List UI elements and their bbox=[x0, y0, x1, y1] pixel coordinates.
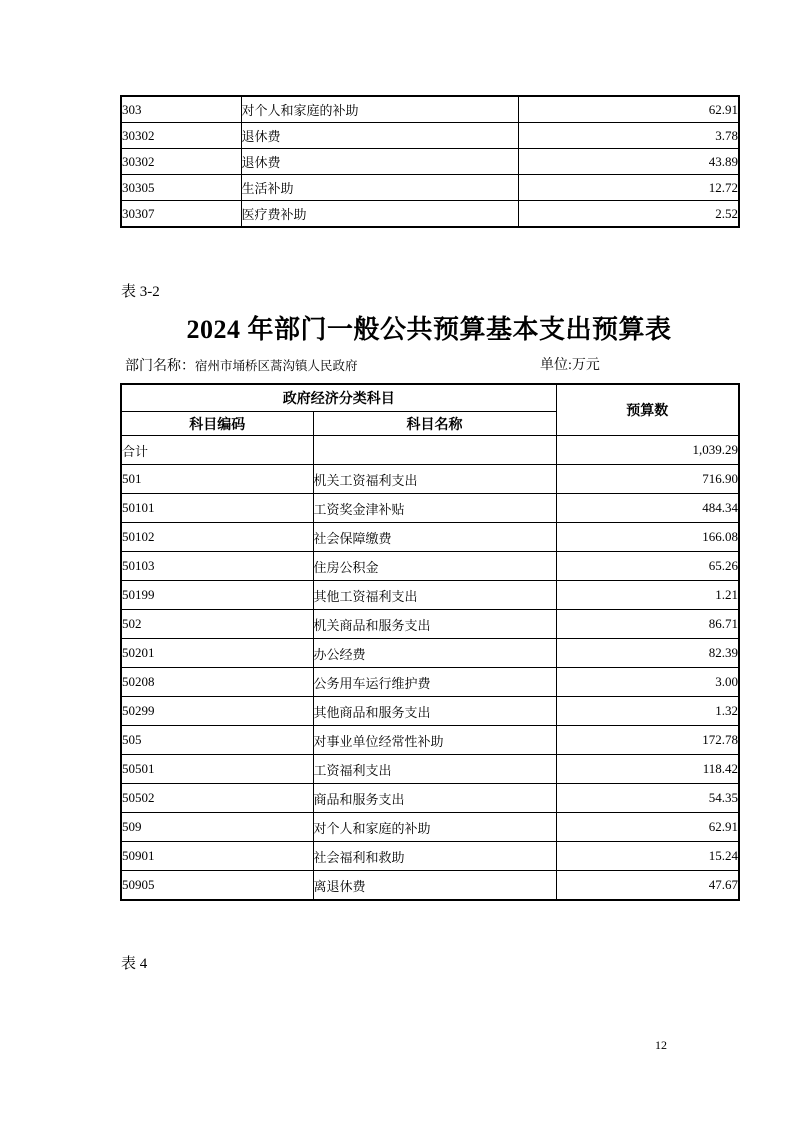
value-cell: 172.78 bbox=[556, 726, 739, 755]
value-cell: 118.42 bbox=[556, 755, 739, 784]
main-table-body bbox=[121, 436, 739, 901]
name-cell: 医疗费补助 bbox=[241, 201, 518, 228]
name-cell: 商品和服务支出 bbox=[313, 784, 556, 813]
value-cell: 1.32 bbox=[556, 697, 739, 726]
code-cell: 50201 bbox=[121, 639, 313, 668]
previous-table-body bbox=[121, 96, 739, 227]
name-cell: 机关商品和服务支出 bbox=[313, 610, 556, 639]
name-cell: 对个人和家庭的补助 bbox=[241, 96, 518, 123]
code-cell: 50905 bbox=[121, 871, 313, 901]
value-cell: 166.08 bbox=[556, 523, 739, 552]
table-row bbox=[121, 552, 739, 581]
name-cell: 其他商品和服务支出 bbox=[313, 697, 556, 726]
page-number: 12 bbox=[655, 1038, 667, 1052]
header-value-cell: 预算数 bbox=[556, 384, 739, 436]
table-row bbox=[121, 436, 739, 465]
table-row bbox=[121, 201, 739, 228]
code-cell: 50501 bbox=[121, 755, 313, 784]
code-cell: 50901 bbox=[121, 842, 313, 871]
table-row bbox=[121, 96, 739, 123]
value-cell: 15.24 bbox=[556, 842, 739, 871]
department-name: 宿州市埇桥区蒿沟镇人民政府 bbox=[195, 359, 358, 373]
name-cell: 退休费 bbox=[241, 149, 518, 175]
code-cell: 505 bbox=[121, 726, 313, 755]
table-row bbox=[121, 813, 739, 842]
name-cell: 离退休费 bbox=[313, 871, 556, 901]
value-cell: 1,039.29 bbox=[556, 436, 739, 465]
name-cell bbox=[313, 436, 556, 465]
code-cell: 30302 bbox=[121, 123, 241, 149]
value-cell: 47.67 bbox=[556, 871, 739, 901]
code-cell: 303 bbox=[121, 96, 241, 123]
table-row bbox=[121, 668, 739, 697]
name-cell: 机关工资福利支出 bbox=[313, 465, 556, 494]
code-cell: 30302 bbox=[121, 149, 241, 175]
table-row bbox=[121, 871, 739, 901]
name-cell: 工资福利支出 bbox=[313, 755, 556, 784]
name-cell: 生活补助 bbox=[241, 175, 518, 201]
value-cell: 62.91 bbox=[556, 813, 739, 842]
header-group-cell: 政府经济分类科目 bbox=[121, 384, 556, 412]
table-row bbox=[121, 581, 739, 610]
table-row bbox=[121, 784, 739, 813]
value-cell: 86.71 bbox=[556, 610, 739, 639]
table-header bbox=[121, 384, 739, 436]
basic-expenditure-budget-table bbox=[120, 383, 740, 901]
table-label-4: 表 4 bbox=[121, 956, 148, 972]
value-cell: 716.90 bbox=[556, 465, 739, 494]
table-row bbox=[121, 149, 739, 175]
header-name-cell: 科目名称 bbox=[313, 412, 556, 436]
value-cell: 3.00 bbox=[556, 668, 739, 697]
code-cell: 50103 bbox=[121, 552, 313, 581]
table-row bbox=[121, 697, 739, 726]
code-cell: 50208 bbox=[121, 668, 313, 697]
name-cell: 对事业单位经常性补助 bbox=[313, 726, 556, 755]
value-cell: 54.35 bbox=[556, 784, 739, 813]
name-cell: 社会福利和救助 bbox=[313, 842, 556, 871]
name-cell: 其他工资福利支出 bbox=[313, 581, 556, 610]
header-code-cell: 科目编码 bbox=[121, 412, 313, 436]
page-title: 2024 年部门一般公共预算基本支出预算表 bbox=[186, 315, 672, 344]
code-cell: 50299 bbox=[121, 697, 313, 726]
meta-row bbox=[125, 356, 738, 376]
code-cell: 501 bbox=[121, 465, 313, 494]
value-cell: 1.21 bbox=[556, 581, 739, 610]
name-cell: 工资奖金津补贴 bbox=[313, 494, 556, 523]
name-cell: 办公经费 bbox=[313, 639, 556, 668]
code-cell: 合计 bbox=[121, 436, 313, 465]
value-cell: 62.91 bbox=[518, 96, 739, 123]
previous-table-continuation bbox=[120, 95, 740, 228]
name-cell: 公务用车运行维护费 bbox=[313, 668, 556, 697]
table-row bbox=[121, 726, 739, 755]
code-cell: 30305 bbox=[121, 175, 241, 201]
value-cell: 3.78 bbox=[518, 123, 739, 149]
code-cell: 509 bbox=[121, 813, 313, 842]
value-cell: 484.34 bbox=[556, 494, 739, 523]
name-cell: 社会保障缴费 bbox=[313, 523, 556, 552]
table-row bbox=[121, 123, 739, 149]
table-row bbox=[121, 639, 739, 668]
value-cell: 2.52 bbox=[518, 201, 739, 228]
table-row bbox=[121, 494, 739, 523]
code-cell: 50502 bbox=[121, 784, 313, 813]
table-row bbox=[121, 610, 739, 639]
value-cell: 65.26 bbox=[556, 552, 739, 581]
code-cell: 50102 bbox=[121, 523, 313, 552]
table-row bbox=[121, 465, 739, 494]
department-label: 部门名称： bbox=[125, 359, 195, 374]
table-row bbox=[121, 755, 739, 784]
value-cell: 82.39 bbox=[556, 639, 739, 668]
name-cell: 退休费 bbox=[241, 123, 518, 149]
value-cell: 43.89 bbox=[518, 149, 739, 175]
unit-label: 单位:万元 bbox=[540, 358, 600, 373]
code-cell: 50199 bbox=[121, 581, 313, 610]
table-row bbox=[121, 842, 739, 871]
header-row-group bbox=[121, 384, 739, 412]
table-label-3-2: 表 3-2 bbox=[121, 284, 160, 300]
value-cell: 12.72 bbox=[518, 175, 739, 201]
name-cell: 对个人和家庭的补助 bbox=[313, 813, 556, 842]
name-cell: 住房公积金 bbox=[313, 552, 556, 581]
code-cell: 30307 bbox=[121, 201, 241, 228]
table-row bbox=[121, 175, 739, 201]
code-cell: 50101 bbox=[121, 494, 313, 523]
code-cell: 502 bbox=[121, 610, 313, 639]
table-row bbox=[121, 523, 739, 552]
